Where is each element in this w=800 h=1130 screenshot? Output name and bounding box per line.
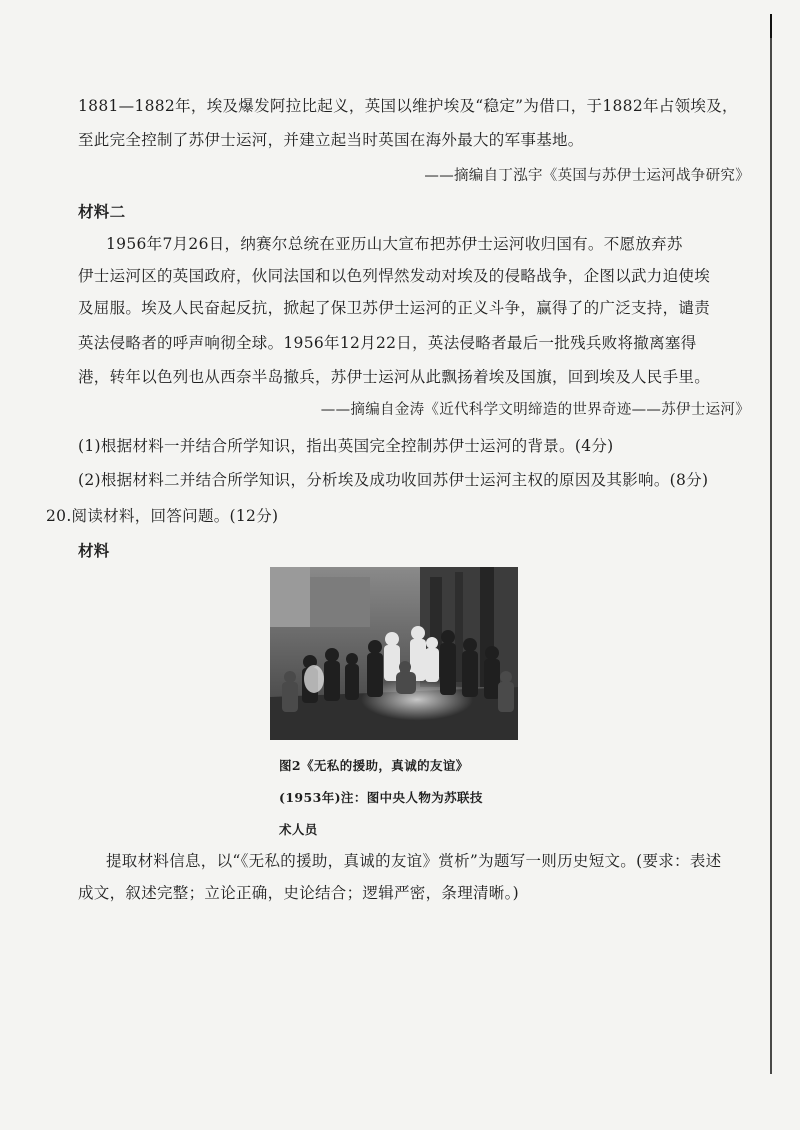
- question-20-prompt-line2: 成文，叙述完整；立论正确，史论结合；逻辑严密，条理清晰。): [78, 884, 519, 902]
- figure-caption-line3: 术人员: [279, 822, 318, 837]
- question-20-material-label: 材料: [78, 541, 110, 560]
- figure-caption-line2: (1953年)注：图中央人物为苏联技: [279, 790, 483, 805]
- page-edge-line: [770, 14, 772, 1074]
- material2-line4: 英法侵略者的呼声响彻全球。1956年12月22日，英法侵略者最后一批残兵败将撤离塞得: [78, 334, 697, 352]
- question-20-prompt-line1: 提取材料信息，以“《无私的援助，真诚的友谊》赏析”为题写一则历史短文。(要求：表述: [106, 852, 722, 870]
- material2-heading: 材料二: [78, 202, 126, 221]
- material1-line2: 至此完全控制了苏伊士运河，并建立起当时英国在海外最大的军事基地。: [78, 131, 584, 149]
- painting-figure: [270, 567, 518, 740]
- material2-line5: 港，转年以色列也从西奈半岛撤兵，苏伊士运河从此飘扬着埃及国旗，回到埃及人民手里。: [78, 368, 711, 386]
- material2-line2: 伊士运河区的英国政府，伙同法国和以色列悍然发动对埃及的侵略战争，企图以武力迫使埃: [78, 267, 711, 285]
- question-1: (1)根据材料一并结合所学知识，指出英国完全控制苏伊士运河的背景。(4分): [78, 437, 614, 455]
- figure-caption-line1: 图2《无私的援助，真诚的友谊》: [279, 758, 469, 773]
- question-20-header: 20.阅读材料，回答问题。(12分): [46, 507, 279, 525]
- material1-source: ——摘编自丁泓宇《英国与苏伊士运河战争研究》: [424, 168, 750, 184]
- page-edge-tick: [770, 14, 772, 38]
- material2-line1: 1956年7月26日，纳赛尔总统在亚历山大宣布把苏伊士运河收归国有。不愿放弃苏: [106, 235, 683, 253]
- material2-line3: 及屈服。埃及人民奋起反抗，掀起了保卫苏伊士运河的正义斗争，赢得了的广泛支持，谴责: [78, 299, 711, 317]
- question-2: (2)根据材料二并结合所学知识，分析埃及成功收回苏伊士运河主权的原因及其影响。(8分): [78, 471, 709, 489]
- material1-line1: 1881—1882年，埃及爆发阿拉比起义，英国以维护埃及“稳定”为借口，于1882年占领埃及，: [78, 97, 738, 115]
- material2-source: ——摘编自金涛《近代科学文明缔造的世界奇迹——苏伊士运河》: [320, 402, 750, 418]
